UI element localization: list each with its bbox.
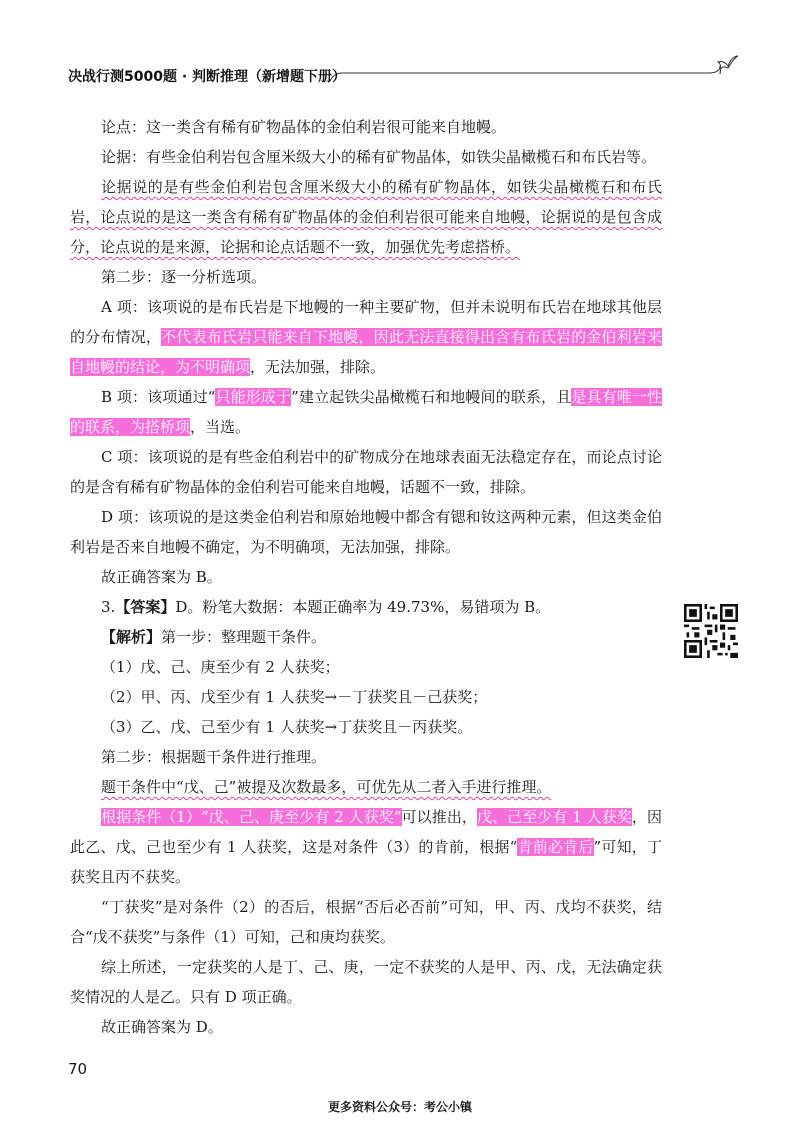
option-d-paragraph: D 项：该项说的是这类金伯利岩和原始地幔中都含有锶和钕这两种元素，但这类金伯利岩是否来自地幔不确定，为不明确项，无法加强，排除。 [70, 508, 662, 556]
step-one-text: 第一步：整理题干条件。 [161, 628, 327, 646]
answer-line-b: 故正确答案为 B。 [101, 568, 222, 586]
underlined-priority: 题干条件中“戊、己”被提及次数最多，可优先从二者入手进行推理。 [101, 778, 552, 796]
answer-line-d: 故正确答案为 D。 [101, 1018, 223, 1036]
inference-text-1: 可以推出， [401, 808, 477, 826]
option-a-highlight: 不代表布氏岩只能来自下地幔，因此无法直接得出含有布氏岩的金伯利岩来自地幔的结论，为不明确项 [70, 328, 662, 376]
answer-stats: D。粉笔大数据：本题正确率为 49.73%，易错项为 B。 [175, 598, 551, 616]
summary-paragraph: 综上所述，一定获奖的人是丁、己、庚，一定不获奖的人是甲、丙、戊，无法确定获奖情况的人是乙。只有 D 项正确。 [70, 958, 662, 1006]
option-a-paragraph [70, 292, 662, 382]
qr-code-icon [684, 604, 738, 658]
footer-note: 更多资料公众号：考公小镇 [327, 1100, 472, 1114]
negation-paragraph: “丁获奖”是对条件（2）的否后，根据“否后必否前”可知，甲、丙、戊均不获奖，结合“戊不获奖”与条件（1）可知，己和庚均获奖。 [70, 898, 662, 946]
step-two-reasoning: 第二步：根据题干条件进行推理。 [101, 748, 327, 766]
option-b-tail: ，当选。 [190, 418, 251, 436]
question-number: 3. [101, 598, 116, 616]
option-c-paragraph: C 项：该项说的是有些金伯利岩中的矿物成分在地球表面无法稳定存在，而论点讨论的是含有稀有矿物晶体的金伯利岩可能来自地幔，话题不一致，排除。 [70, 448, 662, 496]
thesis-paragraph: 论点：这一类含有稀有矿物晶体的金伯利岩很可能来自地幔。 [101, 118, 507, 136]
page-number: 70 [68, 1060, 88, 1078]
condition-3: （3）乙、戊、己至少有 1 人获奖→丁获奖且－丙获奖。 [101, 718, 473, 736]
condition-1: （1）戊、己、庚至少有 2 人获奖； [101, 658, 340, 676]
underlined-analysis: 论据说的是有些金伯利岩包含厘米级大小的稀有矿物晶体，如铁尖晶橄榄石和布氏岩，论点说的是这一类含有稀有矿物晶体的金伯利岩很可能来自地幔，论据说的是包含成分，论点说的是来源，论据和论点话题不一致，加强优先考虑搭桥。 [70, 178, 662, 256]
analysis-paragraph [70, 172, 662, 262]
inference-highlight-2: 戊、己至少有 1 人获奖 [476, 808, 632, 826]
answer-label: 【答案】 [115, 598, 176, 616]
option-a-tail: ，无法加强，排除。 [250, 358, 386, 376]
analysis-label: 【解析】 [101, 628, 162, 646]
inference-text-3: ”可知，丁获奖且丙不获奖。 [70, 838, 662, 886]
priority-paragraph [70, 772, 662, 802]
step-two-paragraph: 第二步：逐一分析选项。 [101, 268, 267, 286]
inference-highlight-1: 根据条件（1）“戊、己、庚至少有 2 人获奖” [101, 808, 402, 826]
option-b-highlight-2: 是具有唯一性的联系，为搭桥项 [70, 388, 662, 436]
condition-2: （2）甲、丙、戊至少有 1 人获奖→－丁获奖且－己获奖； [101, 688, 488, 706]
option-b-paragraph [70, 382, 662, 442]
option-a-text: A 项：该项说的是布氏岩是下地幔的一种主要矿物，但并未说明布氏岩在地球其他层的分布情况， [70, 298, 662, 346]
inference-highlight-3: 肯前必肯后 [517, 838, 594, 856]
analysis-heading [70, 622, 662, 652]
leaf-sprout-icon [716, 54, 740, 76]
running-header [68, 62, 740, 92]
question-3-answer [70, 592, 662, 622]
option-b-text: B 项：该项通过“ [101, 388, 216, 406]
inference-text-2: ，因此乙、戊、己也至少有 1 人获奖，这是对条件（3）的肯前，根据“ [70, 808, 662, 856]
inference-paragraph [70, 802, 662, 892]
option-b-highlight-1: 只能形成于 [215, 388, 292, 406]
header-title: 决战行测5000题 · 判断推理（新增题下册） [68, 69, 347, 85]
option-b-mid: ”建立起铁尖晶橄榄石和地幔间的联系，且 [291, 388, 572, 406]
body-text [70, 112, 662, 1042]
evidence-paragraph: 论据：有些金伯利岩包含厘米级大小的稀有矿物晶体，如铁尖晶橄榄石和布氏岩等。 [101, 148, 657, 166]
